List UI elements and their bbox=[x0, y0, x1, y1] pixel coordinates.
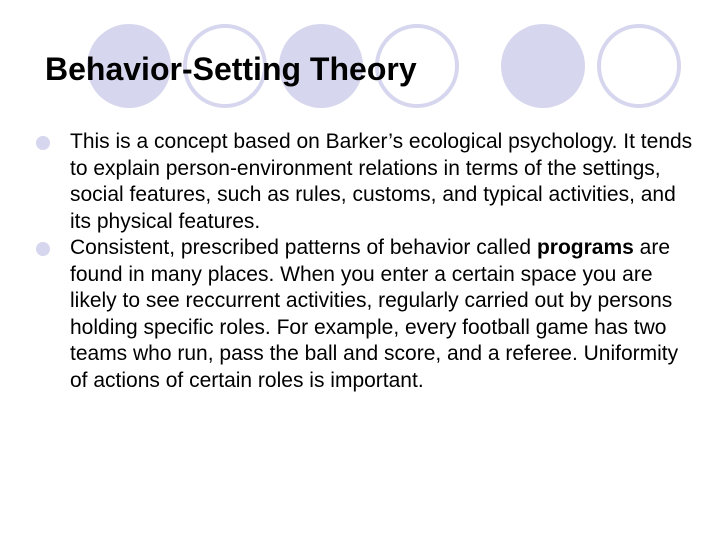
bullet-text-2-after: are found in many places. When you enter a certain space you are likely to see reccurrent activities, regularly carried out by persons holding specific roles. For example, every football game has two teams who run, pass the ball and score, and a referee. Uniformity of actions of certain roles is important. bbox=[70, 236, 679, 392]
bullet-list bbox=[36, 129, 696, 394]
bullet-item-2 bbox=[36, 235, 696, 394]
bullet-item-1 bbox=[36, 129, 696, 235]
slide-title: Behavior-Setting Theory bbox=[45, 51, 417, 87]
filled-circle-bullet-icon bbox=[36, 136, 50, 150]
bullet-text-2-emphasis: programs bbox=[536, 236, 634, 259]
bullet-text-2-before: Consistent, prescribed patterns of behavior called bbox=[70, 236, 532, 259]
decorative-circle-filled-3 bbox=[501, 24, 585, 108]
decorative-circle-outline-3 bbox=[599, 26, 679, 106]
filled-circle-bullet-icon bbox=[36, 242, 50, 256]
bullet-text-1: This is a concept based on Barker’s ecological psychology. It tends to explain person-environment relations in terms of the settings, social features, such as rules, customs, and typical activities, and its physical features. bbox=[70, 130, 693, 233]
